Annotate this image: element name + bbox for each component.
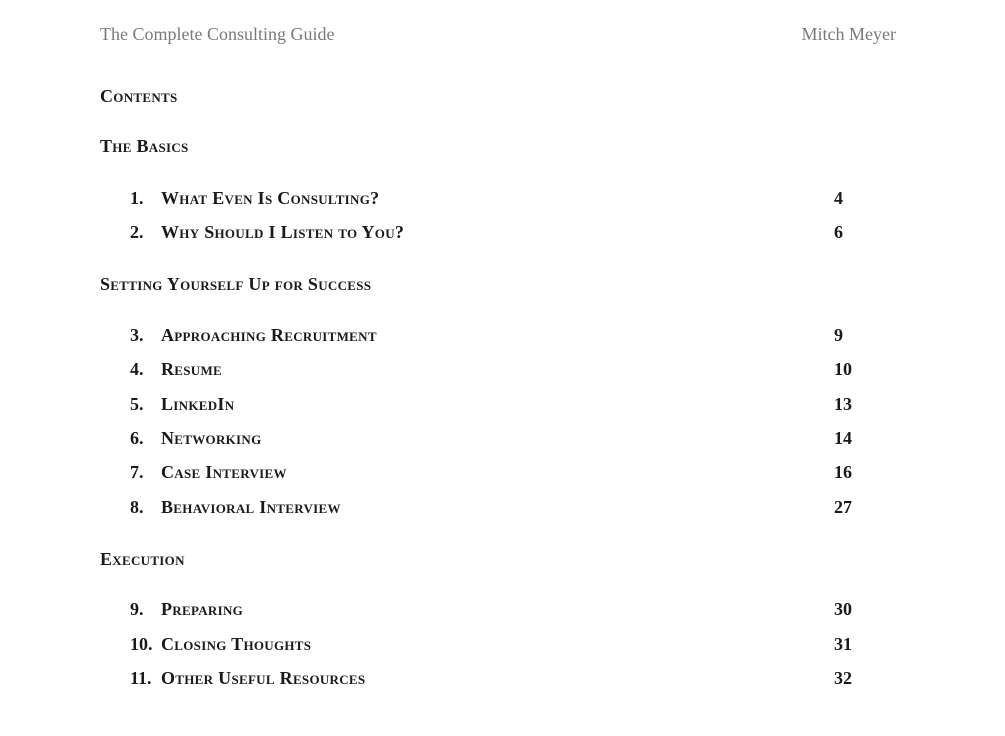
entry-number: 1.	[130, 188, 144, 208]
entry-number: 2.	[130, 222, 144, 242]
entry-page: 27	[834, 497, 852, 517]
toc-entry[interactable]	[130, 359, 856, 385]
entry-title: Resume	[161, 359, 223, 379]
document-title: The Complete Consulting Guide	[100, 24, 335, 44]
entry-page: 10	[834, 359, 852, 379]
entry-title: Approaching Recruitment	[161, 325, 377, 345]
toc-entry[interactable]	[130, 394, 856, 420]
section-title-execution: Execution	[100, 549, 185, 569]
page-header	[100, 24, 896, 50]
entry-number: 5.	[130, 394, 144, 414]
entry-page: 6	[834, 222, 843, 242]
toc-entry[interactable]	[130, 634, 856, 660]
section-title-the-basics: The Basics	[100, 136, 189, 156]
entry-title: What Even Is Consulting?	[161, 188, 380, 208]
entry-page: 32	[834, 668, 852, 688]
entry-page: 4	[834, 188, 843, 208]
entry-page: 13	[834, 394, 852, 414]
toc-entry[interactable]	[130, 428, 856, 454]
entry-number: 9.	[130, 599, 144, 619]
toc-entry[interactable]	[130, 222, 856, 248]
entry-page: 14	[834, 428, 852, 448]
entry-number: 11.	[130, 668, 152, 688]
toc-entry[interactable]	[130, 599, 856, 625]
entry-number: 10.	[130, 634, 153, 654]
entry-title: Behavioral Interview	[161, 497, 341, 517]
entry-title: Networking	[161, 428, 262, 448]
entry-number: 8.	[130, 497, 144, 517]
entry-page: 30	[834, 599, 852, 619]
toc-entry[interactable]	[130, 497, 856, 523]
entry-title: Case Interview	[161, 462, 287, 482]
entry-number: 7.	[130, 462, 144, 482]
toc-heading: Contents	[100, 86, 178, 106]
entry-title: Closing Thoughts	[161, 634, 312, 654]
entry-page: 31	[834, 634, 852, 654]
entry-number: 6.	[130, 428, 144, 448]
entry-page: 16	[834, 462, 852, 482]
toc-entry[interactable]	[130, 462, 856, 488]
entry-page: 9	[834, 325, 843, 345]
document-author: Mitch Meyer	[801, 24, 896, 44]
entry-number: 4.	[130, 359, 144, 379]
entry-number: 3.	[130, 325, 144, 345]
entry-title: Preparing	[161, 599, 244, 619]
entry-title: Other Useful Resources	[161, 668, 366, 688]
entry-title: LinkedIn	[161, 394, 235, 414]
entry-title: Why Should I Listen to You?	[161, 222, 405, 242]
section-title-setting-yourself-up: Setting Yourself Up for Success	[100, 274, 372, 294]
toc-entry[interactable]	[130, 188, 856, 214]
toc-entry[interactable]	[130, 325, 856, 351]
toc-entry[interactable]	[130, 668, 856, 694]
